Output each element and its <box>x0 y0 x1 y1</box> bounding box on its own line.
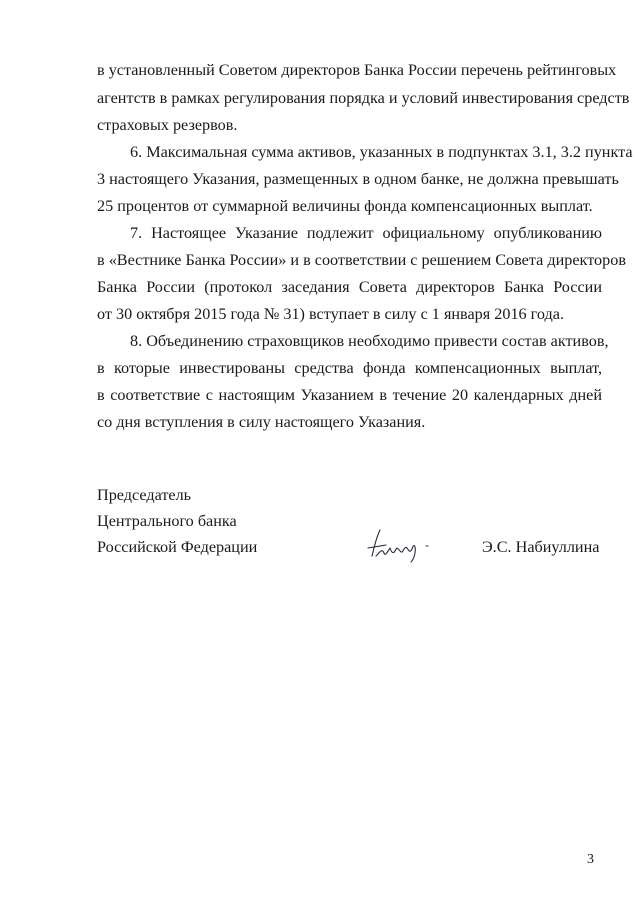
text-line: Банка России (протокол заседания Совета директоров Банка России <box>97 278 602 296</box>
text-line: в установленный Советом директоров Банка России перечень рейтинговых <box>97 61 617 79</box>
text-line: 25 процентов от суммарной величины фонда компенсационных выплат. <box>97 197 593 215</box>
signer-title-line-1: Председатель <box>97 486 192 504</box>
text-line: со дня вступления в силу настоящего Указания. <box>97 413 426 431</box>
text-line: страховых резервов. <box>97 116 238 134</box>
paragraph-8-first-line: 8. Объединению страховщиков необходимо привести состав активов, <box>130 332 609 350</box>
text-line: в соответствие с настоящим Указанием в течение 20 календарных дней <box>97 386 602 404</box>
paragraph-7-first-line: 7. Настоящее Указание подлежит официальному опубликованию <box>130 224 602 242</box>
page-number: 3 <box>587 852 594 867</box>
text-line: от 30 октября 2015 года № 31) вступает в силу с 1 января 2016 года. <box>97 305 565 323</box>
text-line: в которые инвестированы средства фонда компенсационных выплат, <box>97 359 602 377</box>
signer-name: Э.С. Набиуллина <box>482 538 600 556</box>
handwritten-signature <box>366 526 436 564</box>
signer-title-line-3: Российской Федерации <box>97 538 258 556</box>
signer-title-line-2: Центрального банка <box>97 512 237 530</box>
text-line: в «Вестнике Банка России» и в соответствии с решением Совета директоров <box>97 251 626 269</box>
text-line: 3 настоящего Указания, размещенных в одном банке, не должна превышать <box>97 170 619 188</box>
text-line: агентств в рамках регулирования порядка и условий инвестирования средств <box>97 89 630 107</box>
paragraph-6-first-line: 6. Максимальная сумма активов, указанных в подпунктах 3.1, 3.2 пункта <box>130 143 633 161</box>
